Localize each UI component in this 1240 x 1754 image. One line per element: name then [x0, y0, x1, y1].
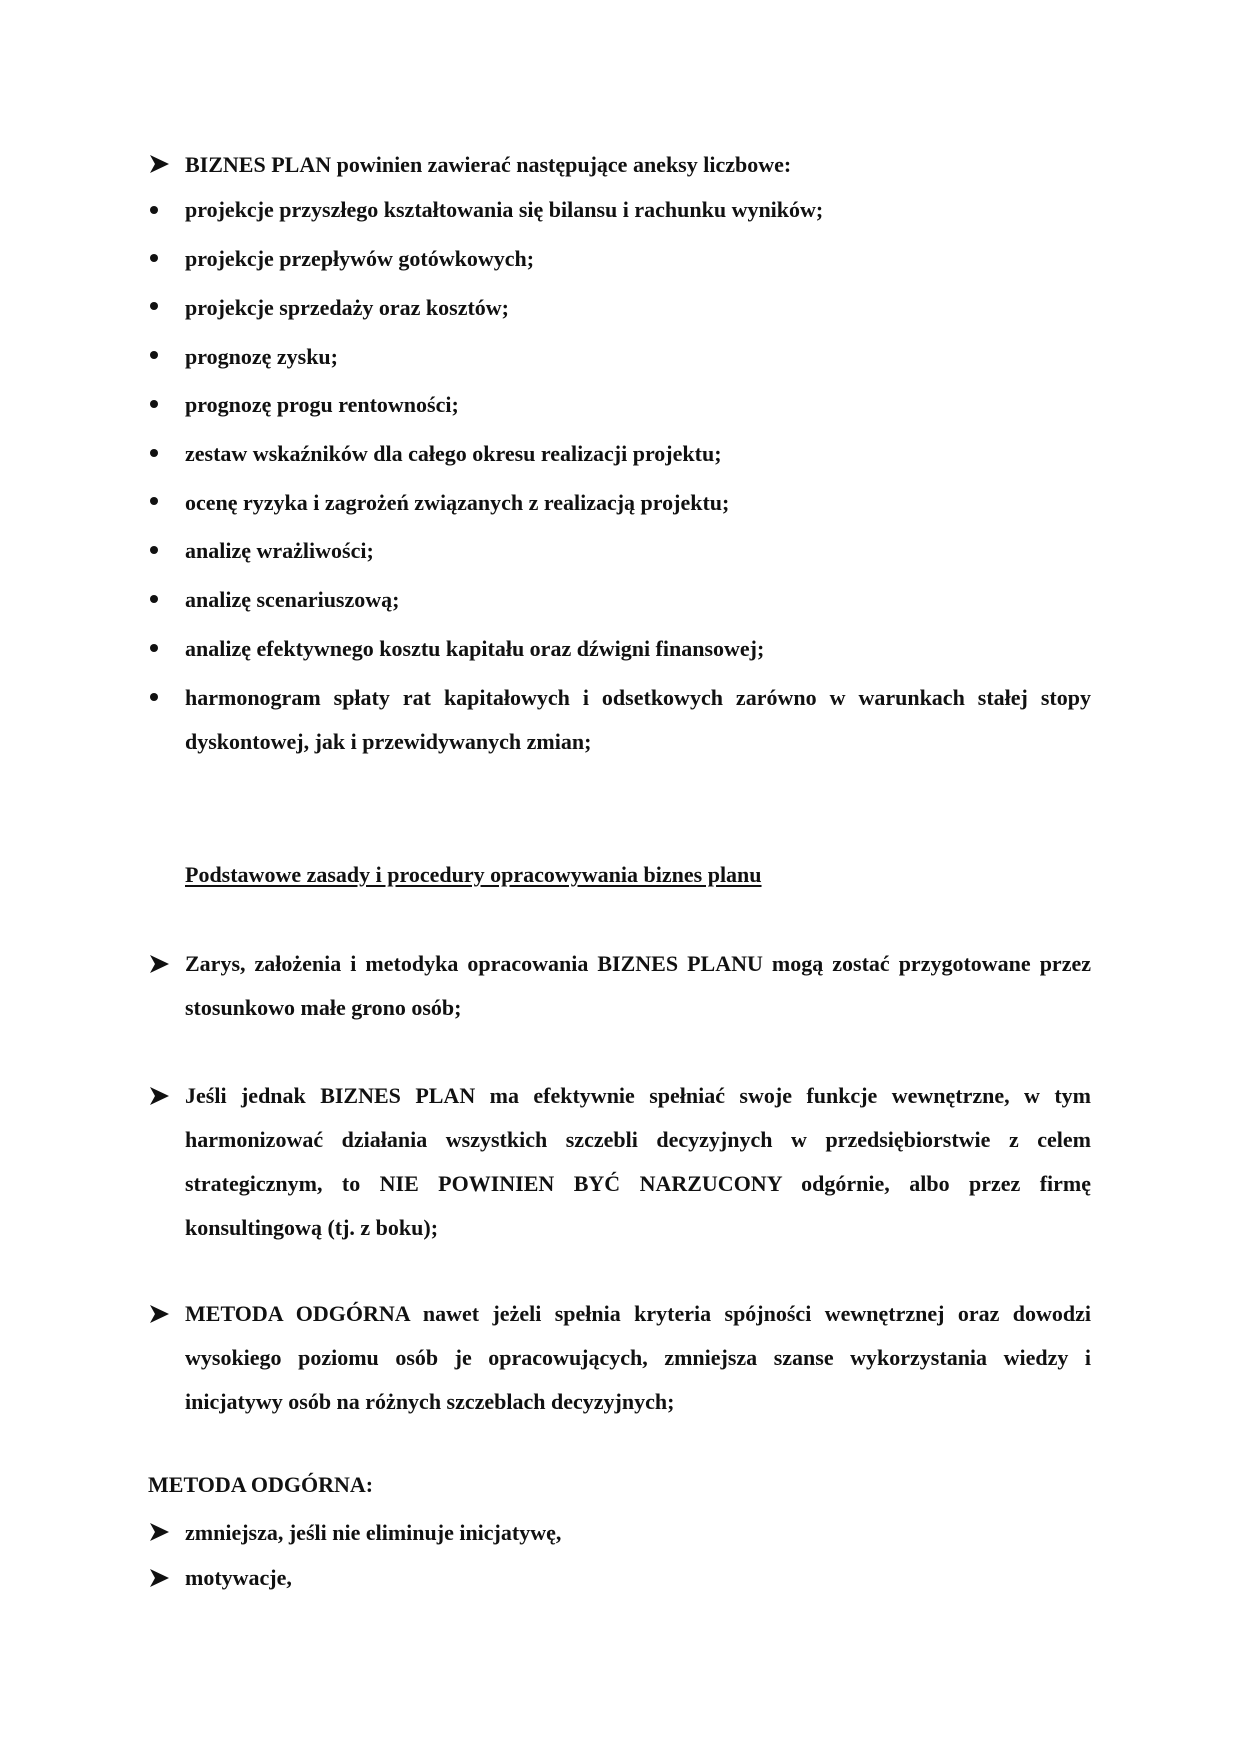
round-bullet-icon — [150, 449, 158, 457]
list-item: projekcje sprzedaży oraz kosztów; — [185, 295, 510, 320]
arrowhead-bullet-icon — [148, 1520, 172, 1544]
section-heading: Podstawowe zasady i procedury opracowywania biznes planu — [185, 862, 762, 887]
list-item: analizę efektywnego kosztu kapitału oraz dźwigni finansowej; — [185, 636, 765, 661]
list-item: projekcje przepływów gotówkowych; — [185, 246, 535, 271]
list-item: harmonogram spłaty rat kapitałowych i odsetkowych zarówno w warunkach stałej stopy dyskontowej, jak i przewidywanych zmian; — [185, 685, 1091, 754]
round-bullet-icon — [150, 302, 158, 310]
round-bullet-icon — [150, 400, 158, 408]
list-item: projekcje przyszłego kształtowania się bilansu i rachunku wyników; — [185, 197, 824, 222]
list-item: prognozę zysku; — [185, 344, 338, 369]
list-item: ocenę ryzyka i zagrożeń związanych z realizacją projektu; — [185, 490, 730, 515]
arrowhead-bullet-icon — [148, 1302, 172, 1326]
arrowhead-bullet-icon — [148, 1084, 172, 1108]
round-bullet-icon — [150, 206, 158, 214]
section-point: METODA ODGÓRNA nawet jeżeli spełnia kryteria spójności wewnętrznej oraz dowodzi wysokiego poziomu osób je opracowujących, zmniejsza szanse wykorzystania wiedzy i inicjatywy osób na różnych szczeblach decyzyjnych; — [185, 1301, 1091, 1414]
arrowhead-bullet-icon — [148, 152, 172, 176]
list-item: zestaw wskaźników dla całego okresu realizacji projektu; — [185, 441, 722, 466]
section-point: Jeśli jednak BIZNES PLAN ma efektywnie spełniać swoje funkcje wewnętrzne, w tym harmonizować działania wszystkich szczebli decyzyjnych w przedsiębiorstwie z celem strategicznym, to NIE POWINIEN BYĆ NARZUCONY odgórnie, albo przez firmę konsultingową (tj. z boku); — [185, 1083, 1091, 1240]
round-bullet-icon — [150, 497, 158, 505]
arrowhead-bullet-icon — [148, 1566, 172, 1590]
list-item: analizę wrażliwości; — [185, 538, 374, 563]
arrowhead-bullet-icon — [148, 952, 172, 976]
method-point: motywacje, — [185, 1565, 292, 1590]
section-point: Zarys, założenia i metodyka opracowania BIZNES PLANU mogą zostać przygotowane przez stosunkowo małe grono osób; — [185, 951, 1091, 1020]
round-bullet-icon — [150, 644, 158, 652]
round-bullet-icon — [150, 546, 158, 554]
round-bullet-icon — [150, 693, 158, 701]
list-item: prognozę progu rentowności; — [185, 392, 459, 417]
round-bullet-icon — [150, 351, 158, 359]
intro-text: BIZNES PLAN powinien zawierać następujące aneksy liczbowe: — [185, 152, 792, 177]
round-bullet-icon — [150, 254, 158, 262]
list-item: analizę scenariuszową; — [185, 587, 400, 612]
method-label: METODA ODGÓRNA: — [148, 1472, 374, 1497]
round-bullet-icon — [150, 595, 158, 603]
method-point: zmniejsza, jeśli nie eliminuje inicjatywę, — [185, 1520, 562, 1545]
